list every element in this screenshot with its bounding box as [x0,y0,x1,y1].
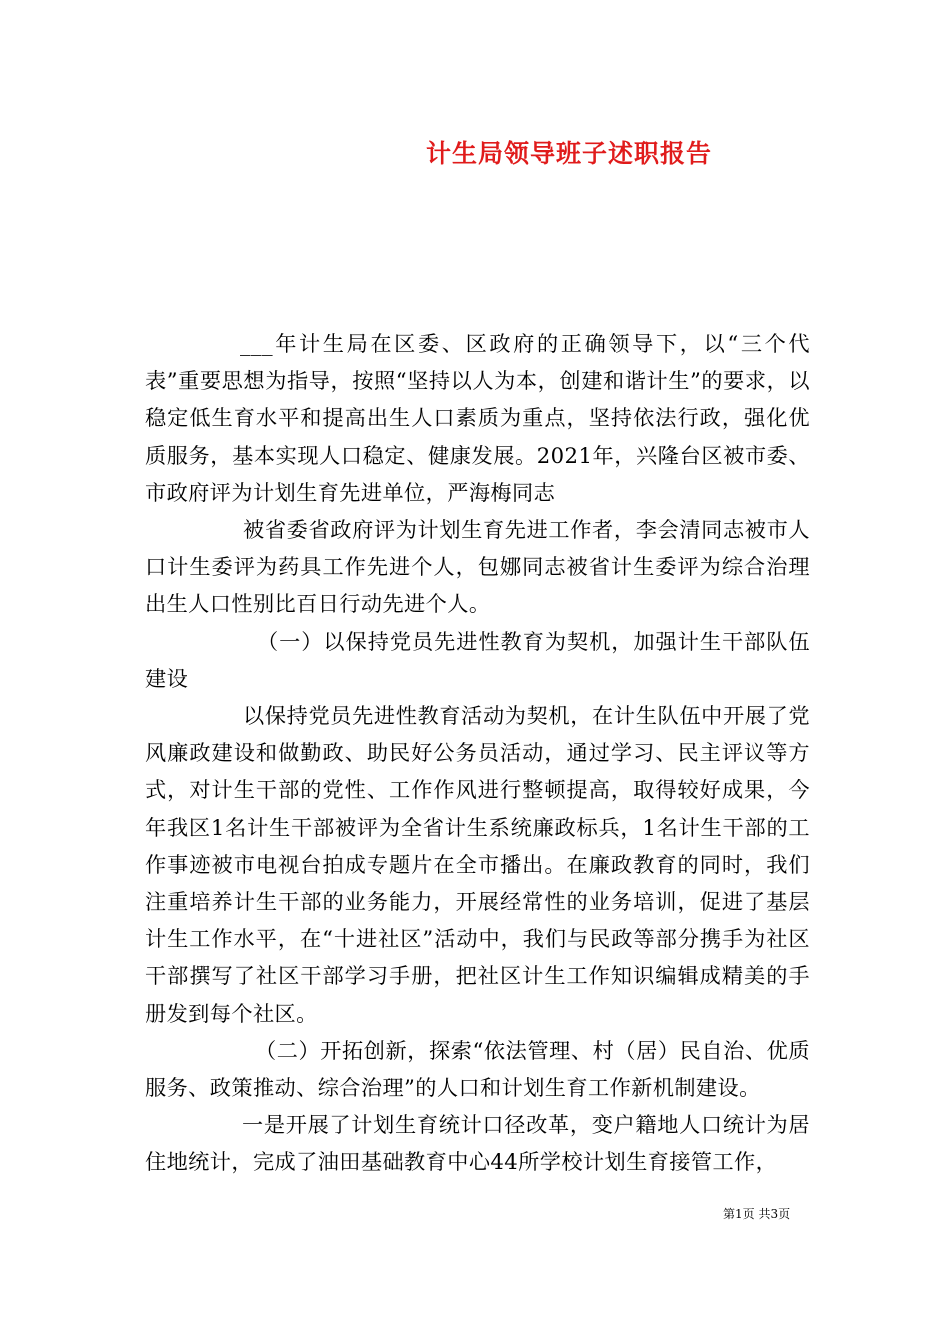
document-body [145,325,810,1181]
document-title-text: 计生局领导班子述职报告 [425,139,712,168]
section-heading-1: （一）以保持党员先进性教育为契机，加强计生干部队伍建设 [145,628,810,691]
paragraph-section-1: 以保持党员先进性教育活动为契机，在计生队伍中开展了党风廉政建设和做勤政、助民好公务员活动，通过学习、民主评议等方式，对计生干部的党性、工作作风进行整顿提高，取得较好成果，今年我区1名计生干部被评为全省计生系统廉政标兵，1名计生干部的工作事迹被市电视台拍成专题片在全市播出。在廉政教育的同时，我们注重培养计生干部的业务能力，开展经常性的业务培训，促进了基层计生工作水平，在“十进社区”活动中，我们与民政等部分携手为社区干部撰写了社区干部学习手册，把社区计生工作知识编辑成精美的手册发到每个社区。 [145,703,810,1026]
document-title [0,134,950,170]
paragraph-intro: ___年计生局在区委、区政府的正确领导下，以“三个代表”重要思想为指导，按照“坚持以人为本，创建和谐计生”的要求，以稳定低生育水平和提高出生人口素质为重点，坚持依法行政，强化优质服务，基本实现人口稳定、健康发展。2021年，兴隆台区被市委、市政府评为计划生育先进单位，严海梅同志 [145,331,810,505]
paragraph-awards: 被省委省政府评为计划生育先进工作者，李会清同志被市人口计生委评为药具工作先进个人，包娜同志被省计生委评为综合治理出生人口性别比百日行动先进个人。 [145,517,810,617]
page-number: 第1页 共3页 [723,1207,791,1221]
paragraph-section-2: 一是开展了计划生育统计口径改革，变户籍地人口统计为居住地统计，完成了油田基础教育中心44所学校计划生育接管工作， [145,1112,810,1175]
section-heading-2: （二）开拓创新，探索“依法管理、村（居）民自治、优质服务、政策推动、综合治理”的人口和计划生育工作新机制建设。 [145,1037,810,1101]
